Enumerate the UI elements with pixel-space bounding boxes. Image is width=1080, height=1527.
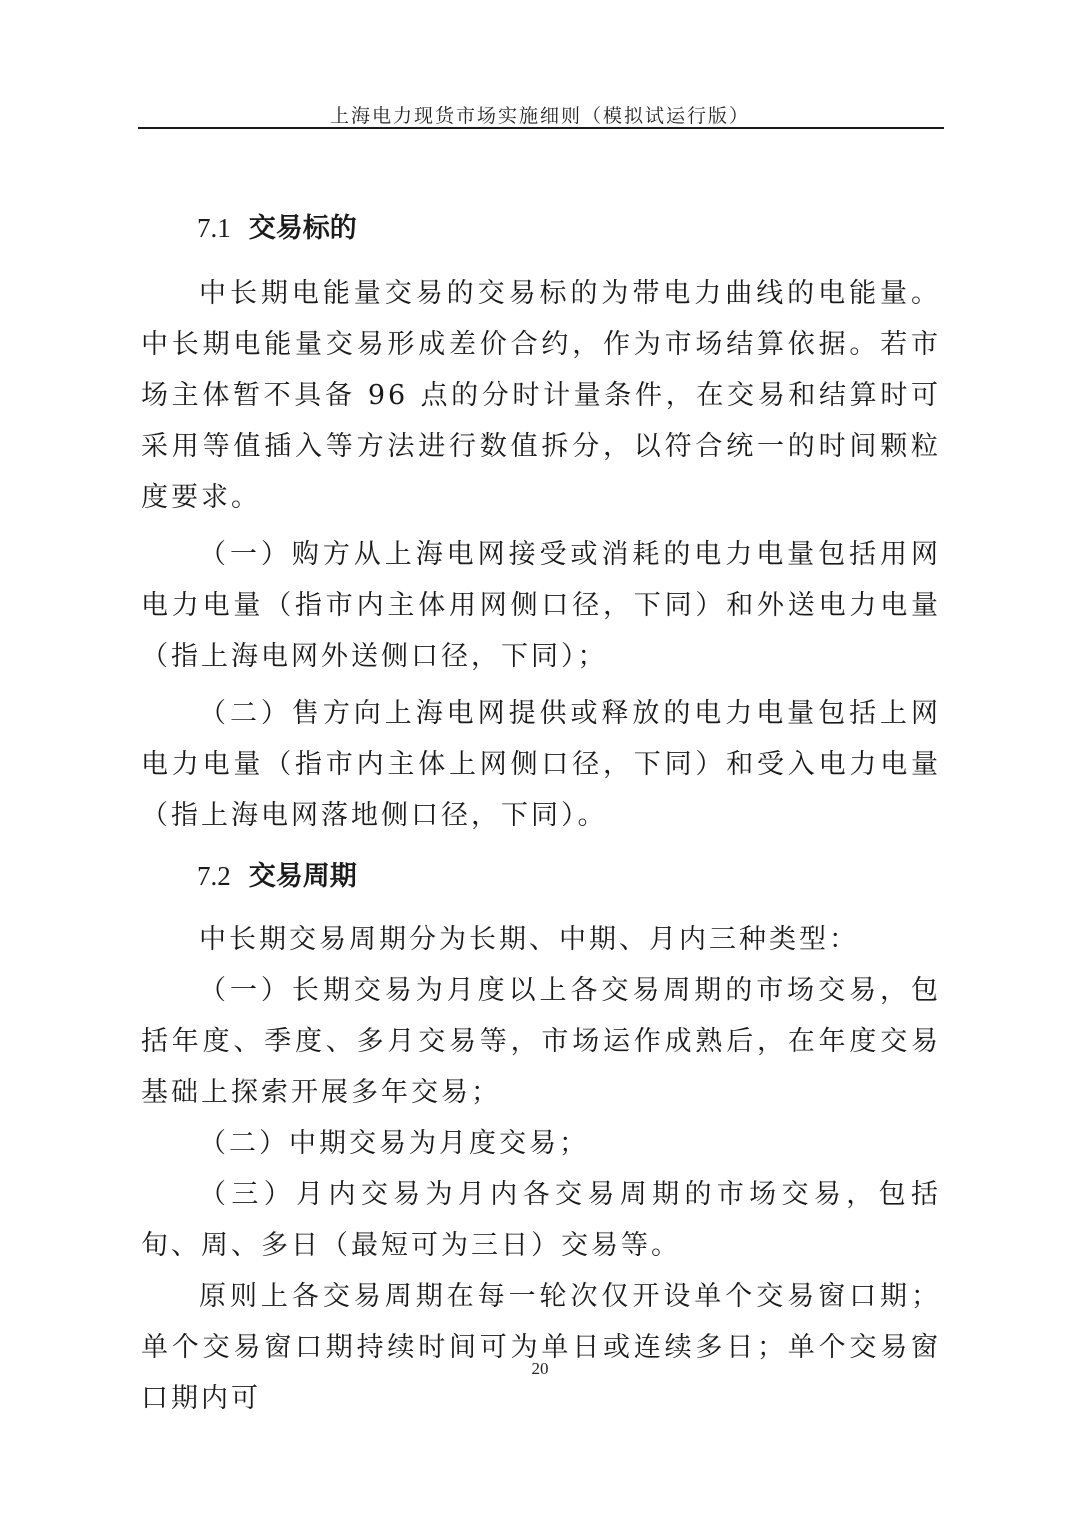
section-title: 交易周期 xyxy=(248,861,357,892)
paragraph: 中长期电能量交易的交易标的为带电力曲线的电能量。中长期电能量交易形成差价合约，作为市场结算依据。若市场主体暂不具备 96 点的分时计量条件，在交易和结算时可采用等值插入等方法进行数值拆分，以符合统一的时间颗粒度要求。 xyxy=(141,278,941,513)
page-number: 20 xyxy=(531,1359,549,1378)
running-header-title: 上海电力现货市场实施细则（模拟试运行版） xyxy=(329,105,750,127)
paragraph: （二）售方向上海电网提供或释放的电力电量包括上网电力电量（指市内主体上网侧口径，下同）和受入电力电量（指上海电网落地侧口径，下同）。 xyxy=(141,698,941,831)
paragraph: 原则上各交易周期在每一轮次仅开设单个交易窗口期；单个交易窗口期持续时间可为单日或连续多日；单个交易窗口期内可 xyxy=(141,1281,941,1414)
section-heading-7-1 xyxy=(141,205,941,252)
paragraph: （三）月内交易为月内各交易周期的市场交易，包括旬、周、多日（最短可为三日）交易等。 xyxy=(141,1179,941,1261)
section-number: 7.2 xyxy=(197,861,231,891)
paragraph: （二）中期交易为月度交易； xyxy=(199,1128,589,1159)
section-heading-7-2 xyxy=(141,853,941,900)
document-body xyxy=(141,205,941,1424)
paragraph: （一）购方从上海电网接受或消耗的电力电量包括用网电力电量（指市内主体用网侧口径，下同）和外送电力电量（指上海电网外送侧口径，下同）； xyxy=(141,539,941,672)
header-rule xyxy=(138,127,944,129)
section-title: 交易标的 xyxy=(248,213,357,244)
paragraph: 中长期交易周期分为长期、中期、月内三种类型： xyxy=(199,924,859,955)
section-number: 7.1 xyxy=(197,213,231,243)
paragraph: （一）长期交易为月度以上各交易周期的市场交易，包括年度、季度、多月交易等，市场运作成熟后，在年度交易基础上探索开展多年交易； xyxy=(141,975,941,1108)
